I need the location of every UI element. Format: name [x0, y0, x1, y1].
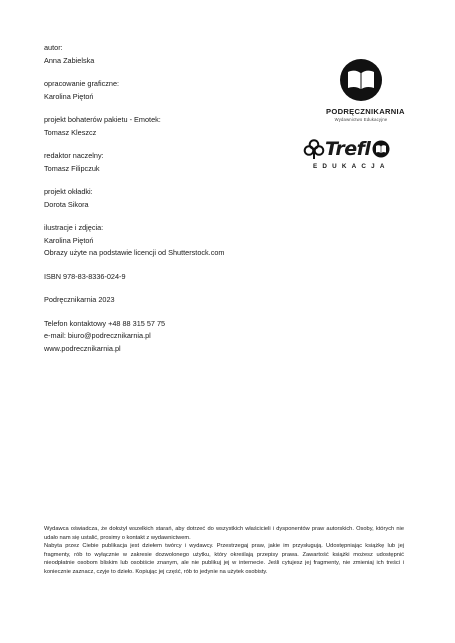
credit-editor [44, 150, 284, 175]
credit-author [44, 42, 284, 67]
contact-block [44, 318, 284, 356]
credit-value: Tomasz Kleszcz [44, 127, 97, 137]
copyright: Podręcznikarnia 2023 [44, 295, 115, 304]
disclaimer [44, 525, 404, 576]
credit-label: projekt bohaterów pakietu - Emotek: [44, 115, 161, 124]
credit-illustrations [44, 222, 284, 260]
isbn-block [44, 271, 284, 284]
open-book-icon [339, 58, 383, 102]
credit-value: Dorota Sikora [44, 199, 89, 209]
book-badge-icon [372, 140, 390, 158]
contact-website: www.podrecznikarnia.pl [44, 343, 121, 353]
credit-value: Karolina Piętoń [44, 235, 94, 245]
credit-value: Tomasz Filipczuk [44, 163, 100, 173]
partner-logo [303, 138, 403, 170]
partner-name: Trefl [325, 138, 371, 160]
partner-subtitle: EDUKACJA [313, 163, 390, 170]
publisher-logo [326, 58, 405, 122]
contact-phone: Telefon kontaktowy +48 88 315 57 75 [44, 318, 166, 328]
publisher-tagline: Wydawnictwo Edukacyjne [334, 117, 388, 122]
credit-label: ilustracje i zdjęcia: [44, 223, 104, 232]
credit-label: opracowanie graficzne: [44, 79, 120, 88]
credit-characters [44, 114, 284, 139]
contact-email: e-mail: biuro@podrecznikarnia.pl [44, 331, 151, 340]
copyright-block [44, 294, 284, 307]
publisher-name: PODRĘCZNIKARNIA [326, 107, 405, 116]
credit-graphic-design [44, 78, 284, 103]
credit-value: Anna Zabielska [44, 55, 95, 65]
disclaimer-usage: Nabyta przez Ciebie publikacja jest dziełem twórcy i wydawcy. Przestrzegaj praw, jakie im przysługują. Udostępniając książkę lub jej fragmenty, rób to wyłącznie w zakresie dozwolonego użytku, który określają przepisy prawa. Zawartość książki możesz udostępnić nieodpłatnie osobom bliskim lub osobiście znanym, ale nie publikuj jej w internecie. Jeśli cytujesz jej fragmenty, nie zmieniaj ich treści i koniecznie zaznacz, czyje to dzieło. Kopiując jej część, rób to jedynie na użytek osobisty. [44, 543, 404, 575]
credit-cover [44, 186, 284, 211]
credit-value: Karolina Piętoń [44, 91, 94, 101]
credits-block [44, 42, 284, 366]
credit-license-note: Obrazy użyte na podstawie licencji od Shutterstock.com [44, 248, 225, 257]
credit-label: projekt okładki: [44, 187, 93, 196]
isbn: ISBN 978-83-8336-024-9 [44, 271, 126, 281]
clover-icon [303, 138, 325, 160]
credit-label: autor: [44, 43, 63, 52]
credit-label: redaktor naczelny: [44, 151, 104, 160]
disclaimer-rights: Wydawca oświadcza, że dołożył wszelkich starań, aby dotrzeć do wszystkich właścicieli i dysponentów praw autorskich. Osoby, których nie udało nam się ustalić, prosimy o kontakt z wydawnictwem. [44, 526, 404, 541]
